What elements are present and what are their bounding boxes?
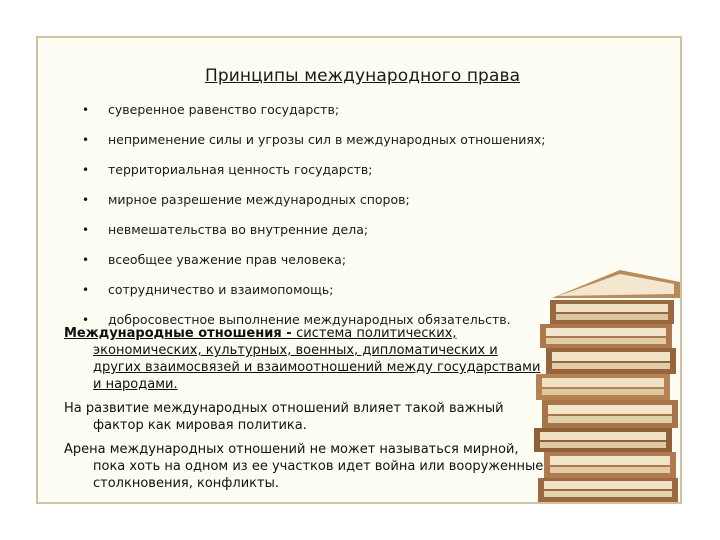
- slide-title: Принципы международного права: [205, 66, 521, 86]
- bullet-icon: •: [82, 193, 90, 207]
- definition-line: система политических,: [296, 326, 457, 341]
- paragraph-line: столкновения, конфликты.: [93, 476, 279, 491]
- definition-line: других взаимосвязей и взаимоотношений между государствами: [93, 360, 541, 375]
- book-icon: [550, 300, 674, 324]
- principle-text: мирное разрешение международных споров;: [108, 192, 410, 207]
- principle-text: всеобщее уважение прав человека;: [108, 252, 347, 267]
- principles-list: [78, 100, 598, 340]
- principle-text: территориальная ценность государств;: [108, 162, 373, 177]
- bullet-icon: •: [82, 133, 90, 147]
- list-item: [78, 130, 598, 160]
- body-text: [64, 325, 664, 499]
- principle-text: невмешательства во внутренние дела;: [108, 222, 369, 237]
- principle-text: неприменение силы и угрозы сил в международных отношениях;: [108, 132, 546, 147]
- list-item: [78, 280, 598, 310]
- list-item: [78, 100, 598, 130]
- paragraph-arena: [64, 441, 664, 492]
- definition-line: и народами.: [93, 377, 178, 392]
- book-icon: [552, 270, 680, 298]
- bullet-icon: •: [82, 313, 90, 327]
- paragraph-line: пока хоть на одном из ее участков идет война или вооруженные: [93, 459, 544, 474]
- bullet-icon: •: [82, 253, 90, 267]
- definition-term: Международные отношения -: [64, 326, 297, 341]
- paragraph-line: Арена международных отношений не может называться мирной,: [64, 442, 519, 457]
- bullet-icon: •: [82, 223, 90, 237]
- bullet-icon: •: [82, 283, 90, 297]
- definition-line: экономических, культурных, военных, дипломатических и: [93, 343, 498, 358]
- list-item: [78, 190, 598, 220]
- principle-text: добросовестное выполнение международных обязательств.: [108, 312, 511, 327]
- list-item: [78, 250, 598, 280]
- list-item: [78, 220, 598, 250]
- paragraph-politics: [64, 400, 664, 434]
- list-item: [78, 160, 598, 190]
- paragraph-line: фактор как мировая политика.: [93, 418, 307, 433]
- paragraph-line: На развитие международных отношений влияет такой важный: [64, 401, 504, 416]
- bullet-icon: •: [82, 103, 90, 117]
- definition-paragraph: [64, 325, 664, 393]
- principle-text: сотрудничество и взаимопомощь;: [108, 282, 334, 297]
- bullet-icon: •: [82, 163, 90, 177]
- principle-text: суверенное равенство государств;: [108, 102, 340, 117]
